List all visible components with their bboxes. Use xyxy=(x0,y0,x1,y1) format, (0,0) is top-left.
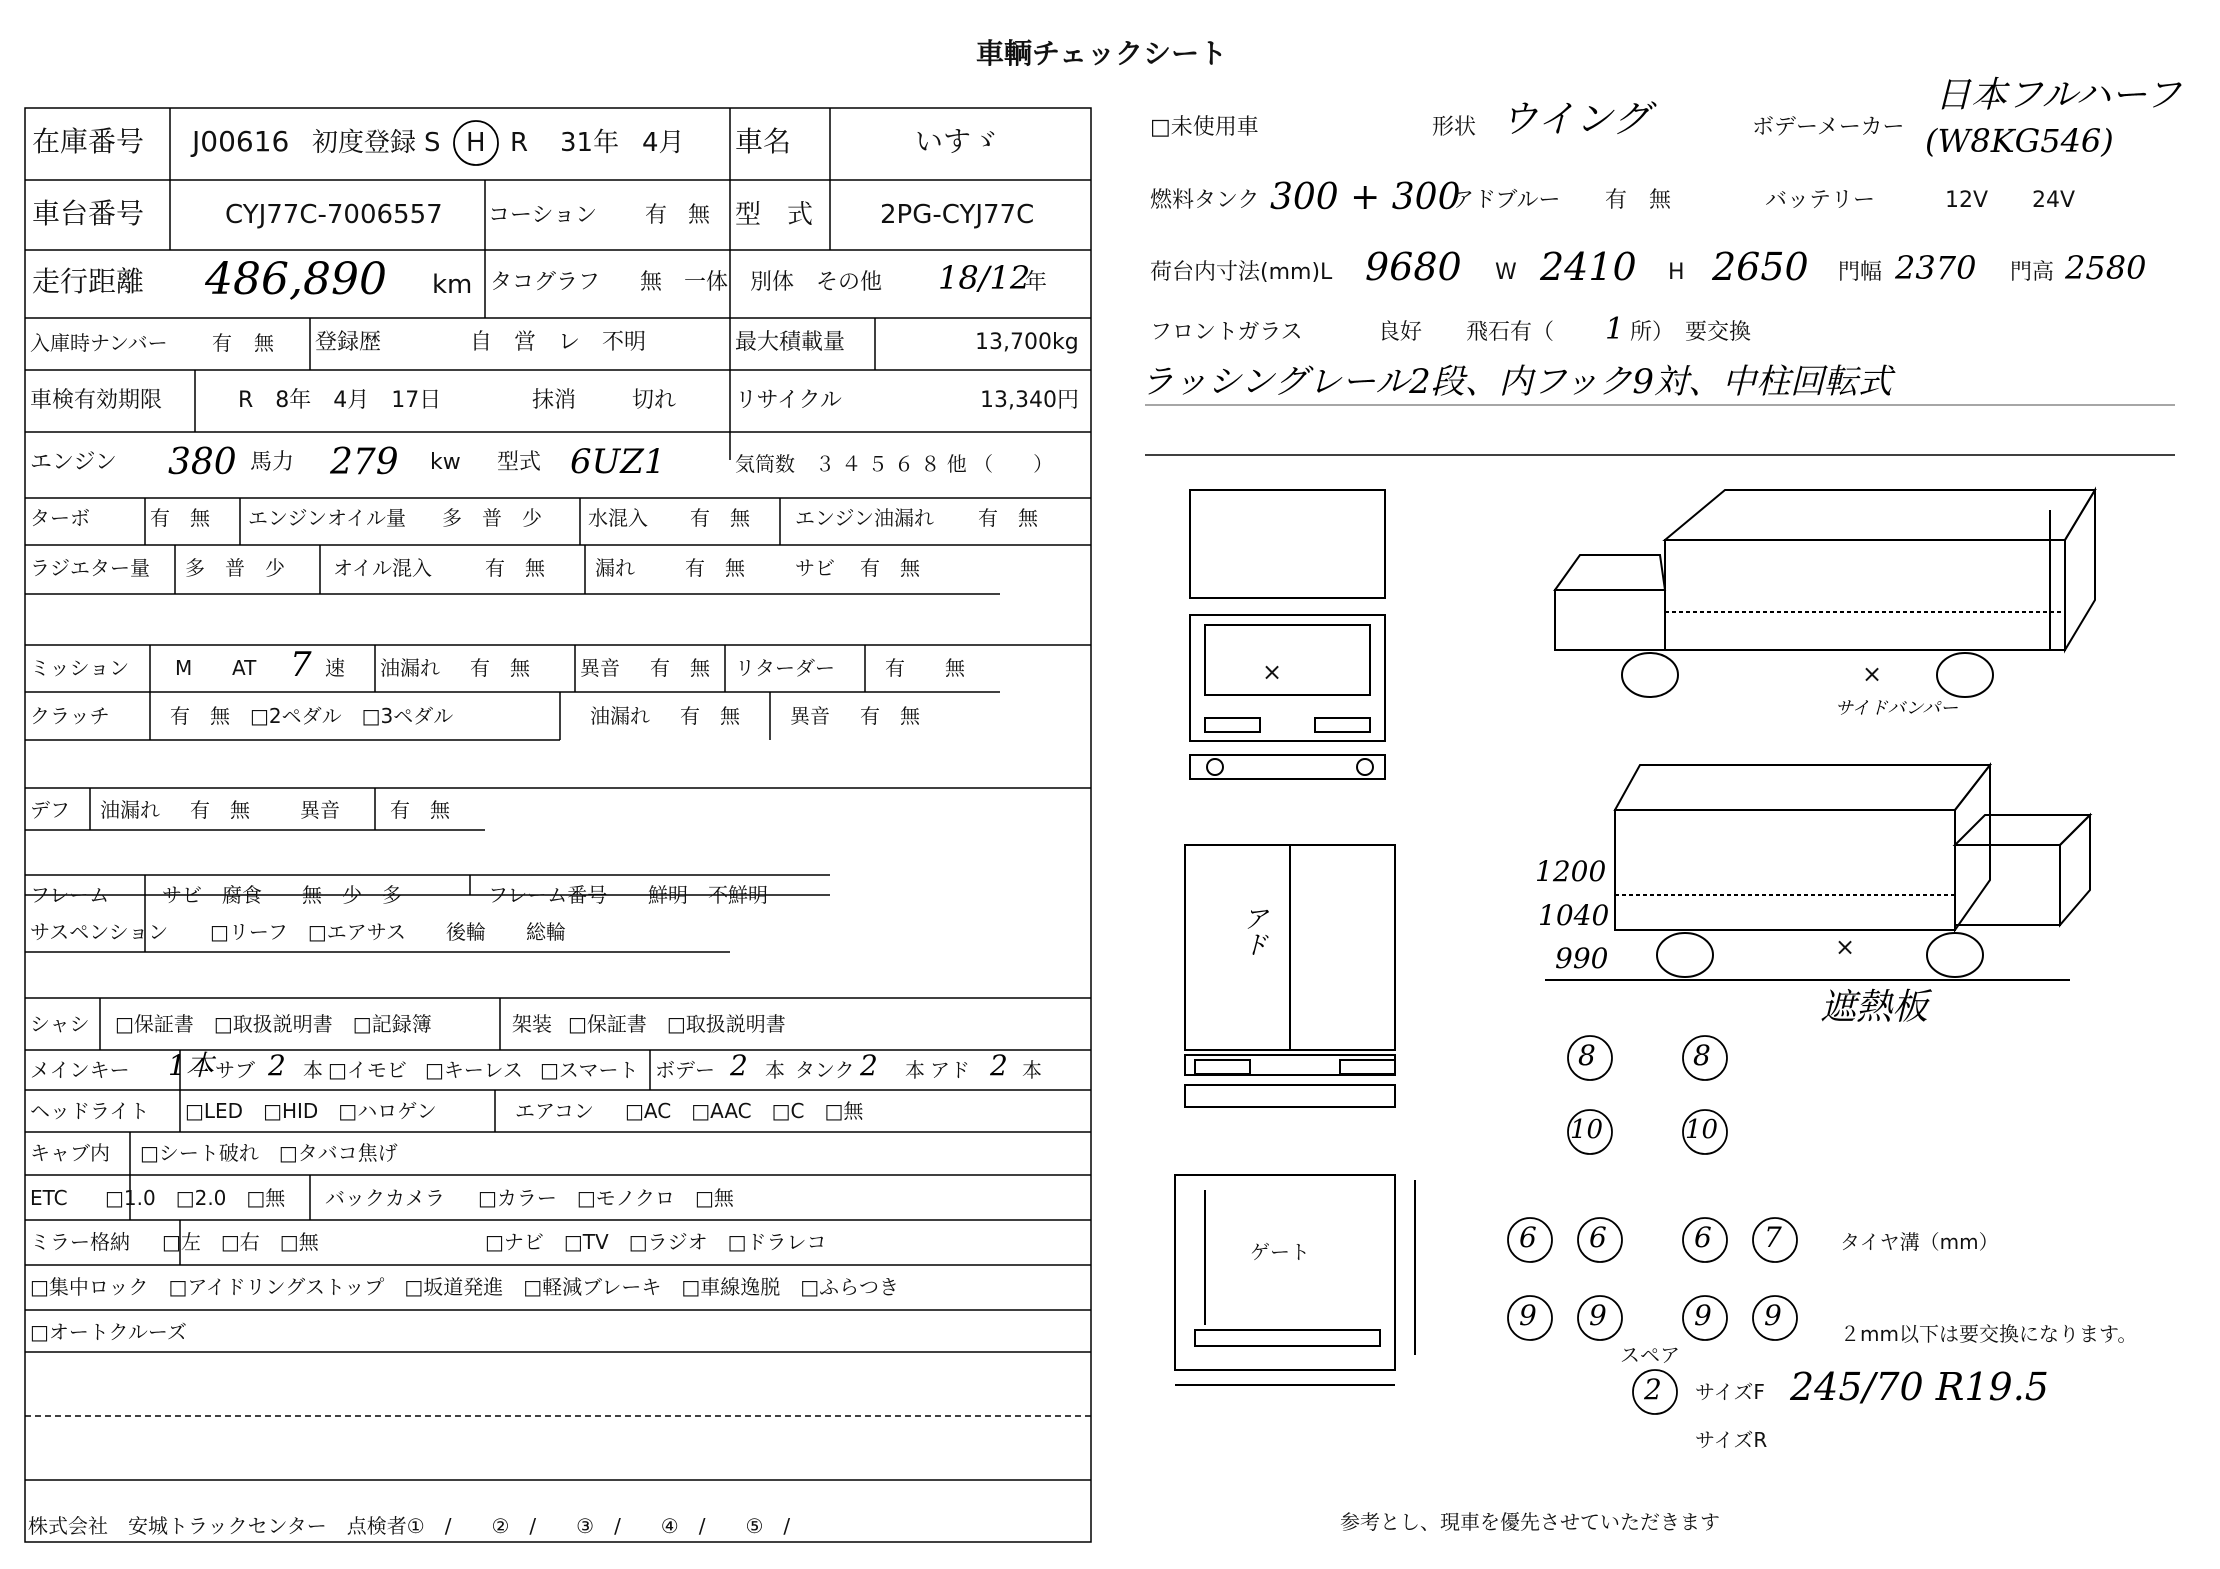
kw-unit: kw xyxy=(430,450,461,475)
battery-label: バッテリー xyxy=(1765,188,1876,213)
at-option: AT xyxy=(232,656,257,680)
stock-label: 在庫番号 xyxy=(32,125,145,158)
max-load-label: 最大積載量 xyxy=(735,330,846,355)
main-key-value: 1本 xyxy=(168,1049,214,1082)
body-docs-label: 架装 xyxy=(512,1012,552,1036)
cylinder-label: 気筒数 ３ ４ ５ ６ ８ 他 （ ） xyxy=(735,452,1054,476)
recycle-value: 13,340円 xyxy=(980,388,1079,413)
clutch-noise-label: 異音 xyxy=(790,704,830,728)
model-value: 2PG-CYJ77C xyxy=(880,200,1035,230)
water-label: 水混入 xyxy=(588,506,648,530)
reg-month: 4月 xyxy=(642,128,685,158)
adblue-options: 有 無 xyxy=(1605,188,1672,213)
engine-oil-leak-label: エンジン油漏れ xyxy=(795,506,934,530)
turbo-label: ターボ xyxy=(30,506,90,530)
type-value: 6UZ1 xyxy=(570,442,666,482)
notes-handwritten: ラッシングレール2段、内フック9対、中柱回転式 xyxy=(1140,362,1892,402)
reg-year: 31年 xyxy=(560,128,620,158)
aircon-options: □AC □AAC □C □無 xyxy=(625,1099,864,1123)
chassis-value: CYJ77C-7006557 xyxy=(225,200,443,230)
tire-row3-3: 6 xyxy=(1694,1221,1712,1254)
tire-front-left: 8 xyxy=(1578,1039,1596,1072)
etc-label: ETC xyxy=(30,1186,68,1210)
immobilizer-option: □イモビ xyxy=(328,1058,407,1082)
tire-row3-1: 6 xyxy=(1519,1221,1537,1254)
model-label: 型 式 xyxy=(735,200,814,230)
cargo-length: 9680 xyxy=(1365,245,1462,289)
headlight-options: □LED □HID □ハロゲン xyxy=(185,1099,437,1123)
glass-options: 良好 飛石有（ xyxy=(1378,320,1555,345)
size-f-value: 245/70 R19.5 xyxy=(1790,1365,2049,1409)
back-camera-label: バックカメラ xyxy=(325,1186,445,1210)
door-height: 2580 xyxy=(2065,249,2147,287)
suspension-label: サスペンション xyxy=(30,920,169,944)
shashi-label: シャシ xyxy=(30,1012,90,1036)
oil-level-options: 多 普 少 xyxy=(442,506,542,530)
unused-option: □未使用車 xyxy=(1150,115,1259,140)
cargo-height: 2650 xyxy=(1712,245,1809,289)
diff-noise-options: 有 無 xyxy=(390,798,450,822)
shape-label: 形状 xyxy=(1432,115,1477,140)
diff-noise-label: 異音 xyxy=(300,798,340,822)
shape-value: ウイング xyxy=(1500,97,1651,141)
tire-row4-3: 9 xyxy=(1694,1299,1712,1332)
inspection-value: R 8年 4月 17日 xyxy=(238,388,442,413)
erase-label: 抹消 xyxy=(532,388,577,413)
disclaimer: 参考とし、現車を優先させていただきます xyxy=(1340,1510,1720,1534)
tire-label: タイヤ溝（mm） xyxy=(1840,1230,1999,1254)
oil-level-label: エンジンオイル量 xyxy=(248,506,406,530)
coating-no: 無 xyxy=(688,203,711,228)
spare-label: スペア xyxy=(1620,1343,1680,1367)
engine-value: 380 xyxy=(168,442,237,483)
tire-note: ２mm以下は要交換になります。 xyxy=(1840,1322,2138,1346)
side-bumper-note: サイドバンパー xyxy=(1835,698,1959,719)
height-1: 1200 xyxy=(1535,855,1607,888)
tacho-value: 18/12 xyxy=(938,259,1031,297)
chassis-label: 車台番号 xyxy=(32,197,145,230)
frame-options: サビ 腐食 無 少 多 xyxy=(162,883,402,907)
clutch-options: 有 無 □2ペダル □3ペダル xyxy=(170,704,454,728)
frame-number-label: フレーム番号 xyxy=(488,883,608,907)
mission-noise-label: 異音 xyxy=(580,656,620,680)
max-load-value: 13,700kg xyxy=(975,330,1079,355)
history-label: 登録歴 xyxy=(315,330,382,355)
cab-label: キャブ内 xyxy=(30,1141,110,1165)
tacho-options: 無 一体 別体 その他 xyxy=(640,270,883,295)
body-key-value: 2 xyxy=(730,1049,748,1082)
clutch-noise-options: 有 無 xyxy=(860,704,920,728)
back-camera-options: □カラー □モノクロ □無 xyxy=(478,1186,734,1210)
inspection-label: 車検有効期限 xyxy=(30,388,163,413)
equipment-options: □集中ロック □アイドリングストップ □坂道発進 □軽減ブレーキ □車線逸脱 □ふらつき xyxy=(30,1275,899,1299)
body-docs-options: □保証書 □取扱説明書 xyxy=(568,1012,786,1036)
gate-label: ゲート xyxy=(1250,1240,1310,1264)
mission-leak-options: 有 無 xyxy=(470,656,530,680)
keyless-option: □キーレス xyxy=(425,1058,523,1082)
door-width: 2370 xyxy=(1895,249,1977,287)
clutch-leak-options: 有 無 xyxy=(680,704,740,728)
leak-options: 有 無 xyxy=(685,556,745,580)
sub-key-value: 2 xyxy=(268,1049,286,1082)
main-key-label: メインキー xyxy=(30,1058,130,1082)
rear-x-mark: × xyxy=(1835,933,1856,961)
cruise-option: □オートクルーズ xyxy=(30,1320,187,1344)
oil-mix-label: オイル混入 xyxy=(333,556,432,580)
body-key-label: ボデー xyxy=(655,1058,715,1082)
tire-row2-right: 10 xyxy=(1685,1115,1719,1145)
tire-front-right: 8 xyxy=(1693,1039,1711,1072)
glass-tail: 所） 要交換 xyxy=(1630,320,1752,345)
sub-key-label: サブ xyxy=(215,1058,255,1082)
tank-key-value: 2 xyxy=(860,1049,878,1082)
front-x-mark: × xyxy=(1262,658,1283,686)
coating-yes: 有 xyxy=(645,203,668,228)
era-r: R xyxy=(510,128,529,158)
radiator-options: 多 普 少 xyxy=(185,556,285,580)
coating-label: コーション xyxy=(488,203,598,228)
aircon-label: エアコン xyxy=(515,1099,594,1123)
retarder-label: リターダー xyxy=(735,656,835,680)
suspension-options: □リーフ □エアサス 後輪 総輪 xyxy=(210,920,566,944)
mission-leak-label: 油漏れ xyxy=(380,656,440,680)
height-3: 990 xyxy=(1555,942,1609,975)
mission-label: ミッション xyxy=(30,656,130,680)
page-title: 車輌チェックシート xyxy=(976,37,1228,70)
ad-key-label: アド xyxy=(930,1058,970,1082)
oil-mix-options: 有 無 xyxy=(485,556,545,580)
clutch-label: クラッチ xyxy=(30,704,110,728)
tire-row3-4: 7 xyxy=(1764,1221,1782,1254)
frame-label: フレーム xyxy=(30,883,110,907)
era-h: H xyxy=(466,128,486,158)
tire-row4-4: 9 xyxy=(1764,1299,1782,1332)
expire-label: 切れ xyxy=(632,388,677,413)
mirror-label: ミラー格納 xyxy=(30,1230,130,1254)
era-s: S xyxy=(424,128,441,158)
tire-row3-2: 6 xyxy=(1589,1221,1607,1254)
mission-noise-options: 有 無 xyxy=(650,656,710,680)
clutch-leak-label: 油漏れ xyxy=(590,704,650,728)
diff-label: デフ xyxy=(30,798,70,822)
tire-row2-left: 10 xyxy=(1570,1115,1604,1145)
tacho-year-unit: 年 xyxy=(1025,270,1048,295)
maker-value: 日本フルハーフ xyxy=(1935,75,2182,116)
ad-key-unit: 本 xyxy=(1022,1058,1042,1082)
door-height-label: 門高 xyxy=(2010,260,2055,285)
mileage-label: 走行距離 xyxy=(32,265,145,298)
recycle-label: リサイクル xyxy=(735,388,842,413)
cab-options: □シート破れ □タバコ焦げ xyxy=(140,1141,398,1165)
mt-option: M xyxy=(175,656,193,680)
tire-row4-2: 9 xyxy=(1589,1299,1607,1332)
mileage-value: 486,890 xyxy=(205,254,387,305)
radiator-label: ラジエター量 xyxy=(30,556,150,580)
height-2: 1040 xyxy=(1538,899,1610,932)
tire-row4-1: 9 xyxy=(1519,1299,1537,1332)
cargo-label: 荷台内寸法(mm)L xyxy=(1150,260,1333,285)
adblue-label: アドブルー xyxy=(1452,188,1561,213)
engine-label: エンジン xyxy=(30,450,117,475)
headlight-label: ヘッドライト xyxy=(30,1099,150,1123)
speed-value: 7 xyxy=(290,645,312,685)
side-x-mark: × xyxy=(1862,660,1883,688)
fuel-label: 燃料タンク xyxy=(1150,188,1260,213)
cargo-w-label: W xyxy=(1495,260,1517,285)
glass-label: フロントガラス xyxy=(1150,320,1303,345)
water-options: 有 無 xyxy=(690,506,750,530)
plate-yes: 有 xyxy=(212,331,232,355)
size-f-label: サイズF xyxy=(1695,1380,1765,1404)
retarder-options: 有 無 xyxy=(885,656,965,680)
mirror-options: □左 □右 □無 xyxy=(162,1230,319,1254)
ad-mark: アド xyxy=(1238,905,1268,957)
stock-value: J00616 xyxy=(192,125,290,158)
shashi-options: □保証書 □取扱説明書 □記録簿 xyxy=(115,1012,432,1036)
spare-value: 2 xyxy=(1644,1373,1662,1406)
size-r-label: サイズR xyxy=(1695,1428,1768,1452)
heat-shield-note: 遮熱板 xyxy=(1820,987,1929,1028)
type-label: 型式 xyxy=(497,450,542,475)
car-name-label: 車名 xyxy=(735,125,792,158)
diff-leak-options: 有 無 xyxy=(190,798,250,822)
car-name-value: いすゞ xyxy=(915,125,1000,158)
ad-key-value: 2 xyxy=(990,1049,1008,1082)
glass-count: 1 xyxy=(1605,312,1625,347)
maker-label: ボデーメーカー xyxy=(1752,115,1905,140)
speed-unit: 速 xyxy=(325,656,345,680)
reg-label: 初度登録 xyxy=(312,128,417,158)
cargo-h-label: H xyxy=(1668,260,1685,285)
smart-option: □スマート xyxy=(540,1058,639,1082)
cargo-width: 2410 xyxy=(1540,245,1637,289)
engine-oil-leak-options: 有 無 xyxy=(978,506,1038,530)
plate-no: 無 xyxy=(254,331,274,355)
tank-key-unit: 本 xyxy=(905,1058,925,1082)
turbo-options: 有 無 xyxy=(150,506,210,530)
frame-number-options: 鮮明 不鮮明 xyxy=(648,883,768,907)
sub-key-unit: 本 xyxy=(303,1058,323,1082)
etc-options: □1.0 □2.0 □無 xyxy=(105,1186,286,1210)
rust-label: サビ xyxy=(795,556,835,580)
plate-label: 入庫時ナンバー xyxy=(30,331,168,355)
power-label: 馬力 xyxy=(250,450,295,475)
mileage-unit: km xyxy=(432,270,473,300)
footer-company: 株式会社 安城トラックセンター 点検者① / ② / ③ / ④ / ⑤ / xyxy=(28,1514,791,1538)
tacho-label: タコグラフ xyxy=(490,270,601,295)
power-value: 279 xyxy=(330,442,399,483)
leak-label: 漏れ xyxy=(595,556,635,580)
battery-options: 12V 24V xyxy=(1945,188,2076,213)
body-key-unit: 本 xyxy=(765,1058,785,1082)
rust-options: 有 無 xyxy=(860,556,920,580)
maker-code: (W8KG546) xyxy=(1925,122,2114,160)
fuel-value: 300 + 300 xyxy=(1270,177,1461,218)
nav-options: □ナビ □TV □ラジオ □ドラレコ xyxy=(485,1230,827,1254)
diff-leak-label: 油漏れ xyxy=(100,798,160,822)
door-width-label: 門幅 xyxy=(1838,260,1883,285)
history-options: 自 営 レ 不明 xyxy=(470,330,647,355)
tank-key-label: タンク xyxy=(795,1058,855,1082)
